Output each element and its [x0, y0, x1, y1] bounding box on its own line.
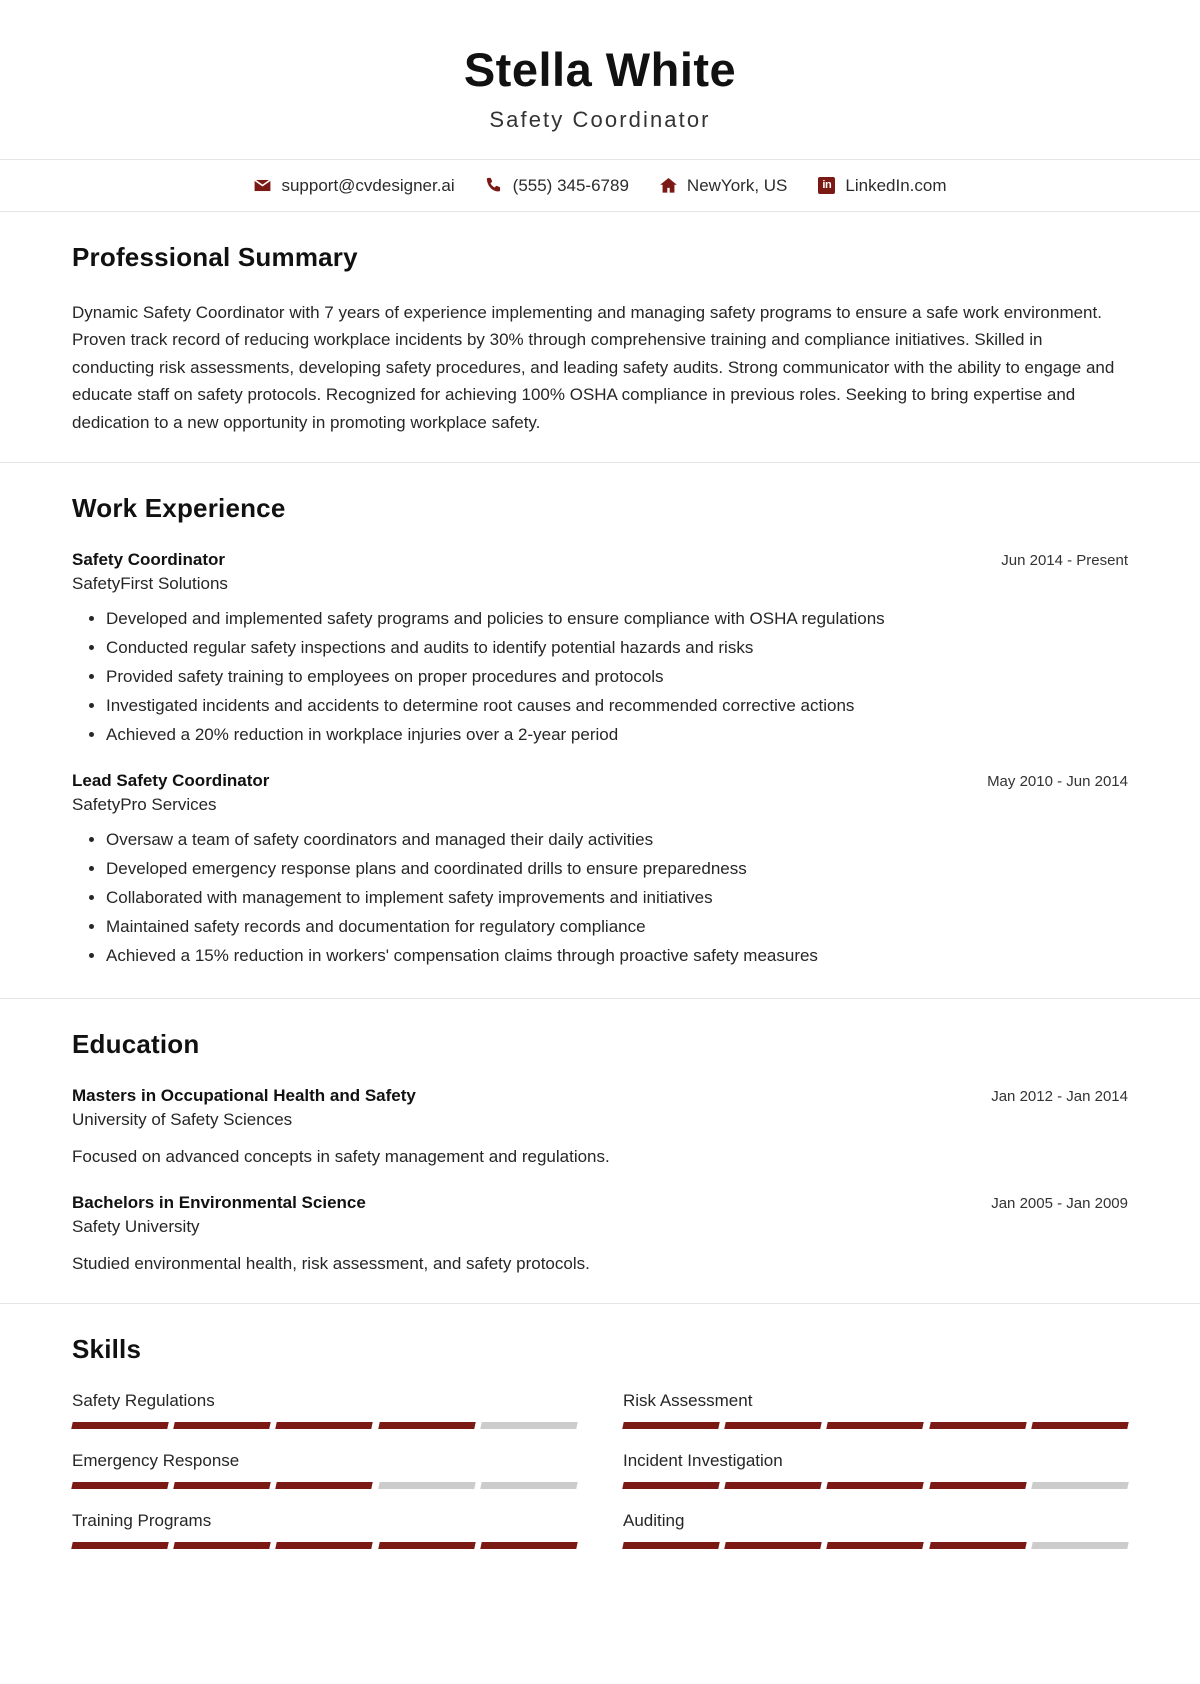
contact-location[interactable] — [659, 176, 787, 195]
education-entry-head — [72, 1086, 1128, 1106]
skill-item — [623, 1511, 1128, 1549]
list-item: • Oversaw a team of safety coordinators and managed their daily activities — [106, 827, 1128, 853]
contact-linkedin[interactable] — [817, 176, 946, 195]
section-work-experience — [0, 462, 1200, 997]
skill-segment-filled — [1031, 1422, 1129, 1429]
summary-paragraph: Dynamic Safety Coordinator with 7 years of experience implementing and managing safety programs to ensure a safe work environment. Proven track record of reducing workplace incidents by 30% through comprehensive training and compliance initiatives. Skilled in conducting risk assessments, developing safety procedures, and leading safety audits. Strong communicator with the ability to engage and educate staff on safety protocols. Recognized for achieving 100% OSHA compliance in previous roles. Seeking to bring expertise and dedication to a new opportunity in promoting workplace safety. — [72, 302, 1115, 432]
skill-level-bar — [72, 1542, 577, 1549]
skill-segment-filled — [276, 1482, 374, 1489]
resume-header — [0, 0, 1200, 159]
skill-segment-filled — [276, 1422, 374, 1429]
skill-segment-filled — [827, 1482, 925, 1489]
skill-segment-empty — [480, 1422, 578, 1429]
education-school: Safety University — [72, 1217, 200, 1237]
skill-segment-filled — [622, 1542, 720, 1549]
skill-segment-filled — [173, 1482, 271, 1489]
experience-role: Safety Coordinator — [72, 550, 226, 570]
skill-segment-filled — [929, 1482, 1027, 1489]
skill-segment-empty — [1031, 1542, 1129, 1549]
education-degree: Bachelors in Environmental Science — [72, 1193, 366, 1213]
experience-entry-head — [72, 771, 1128, 791]
skill-segment-filled — [827, 1542, 925, 1549]
experience-role: Lead Safety Coordinator — [72, 771, 270, 791]
skill-segment-filled — [71, 1542, 169, 1549]
skill-name: Safety Regulations — [72, 1390, 215, 1410]
skill-segment-filled — [71, 1482, 169, 1489]
skill-level-bar — [72, 1482, 577, 1489]
skill-level-bar — [72, 1422, 577, 1429]
candidate-job-title: Safety Coordinator — [489, 106, 711, 132]
education-date: Jan 2005 - Jan 2009 — [991, 1195, 1128, 1213]
skill-name: Training Programs — [72, 1510, 212, 1530]
experience-bullets — [72, 827, 1128, 968]
skill-segment-filled — [929, 1542, 1027, 1549]
candidate-name: Stella White — [463, 43, 737, 96]
skill-segment-empty — [480, 1482, 578, 1489]
list-item: • Collaborated with management to implement safety improvements and initiatives — [106, 885, 1128, 911]
skill-item — [72, 1511, 577, 1549]
linkedin-icon — [817, 176, 836, 195]
skill-segment-empty — [378, 1482, 476, 1489]
list-item: • Conducted regular safety inspections and audits to identify potential hazards and risks — [106, 635, 1128, 661]
skill-name: Incident Investigation — [623, 1450, 783, 1470]
section-skills — [0, 1303, 1200, 1575]
skill-segment-filled — [173, 1422, 271, 1429]
skill-segment-filled — [378, 1422, 476, 1429]
contact-email[interactable] — [253, 176, 454, 195]
experience-entry-head — [72, 550, 1128, 570]
education-degree: Masters in Occupational Health and Safety — [72, 1085, 416, 1105]
list-item: • Investigated incidents and accidents to determine root causes and recommended corrective actions — [106, 693, 1128, 719]
skill-level-bar — [623, 1482, 1128, 1489]
education-entry-head — [72, 1193, 1128, 1213]
contact-email-text: support@cvdesigner.ai — [281, 175, 455, 195]
list-item: • Provided safety training to employees on proper procedures and protocols — [106, 664, 1128, 690]
skill-level-bar — [623, 1542, 1128, 1549]
skill-item — [623, 1391, 1128, 1429]
skill-segment-filled — [724, 1422, 822, 1429]
skill-segment-filled — [622, 1422, 720, 1429]
education-entry — [72, 1193, 1128, 1277]
skill-segment-filled — [724, 1542, 822, 1549]
section-title-education: Education — [72, 1028, 200, 1059]
skill-level-bar — [623, 1422, 1128, 1429]
skill-segment-filled — [173, 1542, 271, 1549]
contact-phone[interactable] — [485, 176, 629, 195]
skills-grid — [72, 1391, 1128, 1549]
education-school: University of Safety Sciences — [72, 1109, 293, 1129]
list-item: • Achieved a 15% reduction in workers' compensation claims through proactive safety measures — [106, 943, 1128, 969]
education-description: Focused on advanced concepts in safety management and regulations. — [72, 1146, 610, 1166]
education-date: Jan 2012 - Jan 2014 — [991, 1087, 1128, 1105]
experience-bullets — [72, 606, 1128, 747]
skill-segment-filled — [724, 1482, 822, 1489]
contact-location-text: NewYork, US — [686, 175, 788, 195]
skill-segment-filled — [827, 1422, 925, 1429]
section-title-skills: Skills — [72, 1333, 142, 1364]
skill-segment-filled — [929, 1422, 1027, 1429]
skill-name: Risk Assessment — [623, 1390, 753, 1410]
experience-date: Jun 2014 - Present — [1001, 552, 1128, 570]
skill-segment-filled — [276, 1542, 374, 1549]
contact-bar — [0, 159, 1200, 212]
experience-company: SafetyFirst Solutions — [72, 574, 228, 594]
experience-company: SafetyPro Services — [72, 795, 217, 815]
section-education — [0, 998, 1200, 1303]
list-item: • Maintained safety records and documentation for regulatory compliance — [106, 914, 1128, 940]
contact-linkedin-text: LinkedIn.com — [845, 175, 947, 195]
section-title-summary: Professional Summary — [72, 241, 358, 272]
phone-icon — [485, 176, 504, 195]
skill-segment-filled — [480, 1542, 578, 1549]
contact-phone-text: (555) 345-6789 — [512, 175, 629, 195]
skill-item — [623, 1451, 1128, 1489]
skill-item — [72, 1451, 577, 1489]
section-professional-summary — [0, 212, 1200, 463]
experience-entry — [72, 771, 1128, 968]
section-title-experience: Work Experience — [72, 493, 286, 524]
envelope-icon — [253, 176, 272, 195]
skill-segment-filled — [71, 1422, 169, 1429]
education-description: Studied environmental health, risk assessment, and safety protocols. — [72, 1254, 590, 1274]
home-icon — [659, 176, 678, 195]
skill-segment-filled — [378, 1542, 476, 1549]
skill-name: Emergency Response — [72, 1450, 240, 1470]
skill-segment-empty — [1031, 1482, 1129, 1489]
experience-entry — [72, 550, 1128, 747]
list-item: • Developed emergency response plans and coordinated drills to ensure preparedness — [106, 856, 1128, 882]
skill-item — [72, 1391, 577, 1429]
linkedin-badge-text: in — [818, 177, 835, 194]
list-item: • Developed and implemented safety programs and policies to ensure compliance with OSHA regulations — [106, 606, 1128, 632]
education-entry — [72, 1086, 1128, 1170]
skill-name: Auditing — [623, 1510, 685, 1530]
list-item: • Achieved a 20% reduction in workplace injuries over a 2-year period — [106, 722, 1128, 748]
experience-date: May 2010 - Jun 2014 — [987, 773, 1128, 791]
skill-segment-filled — [622, 1482, 720, 1489]
